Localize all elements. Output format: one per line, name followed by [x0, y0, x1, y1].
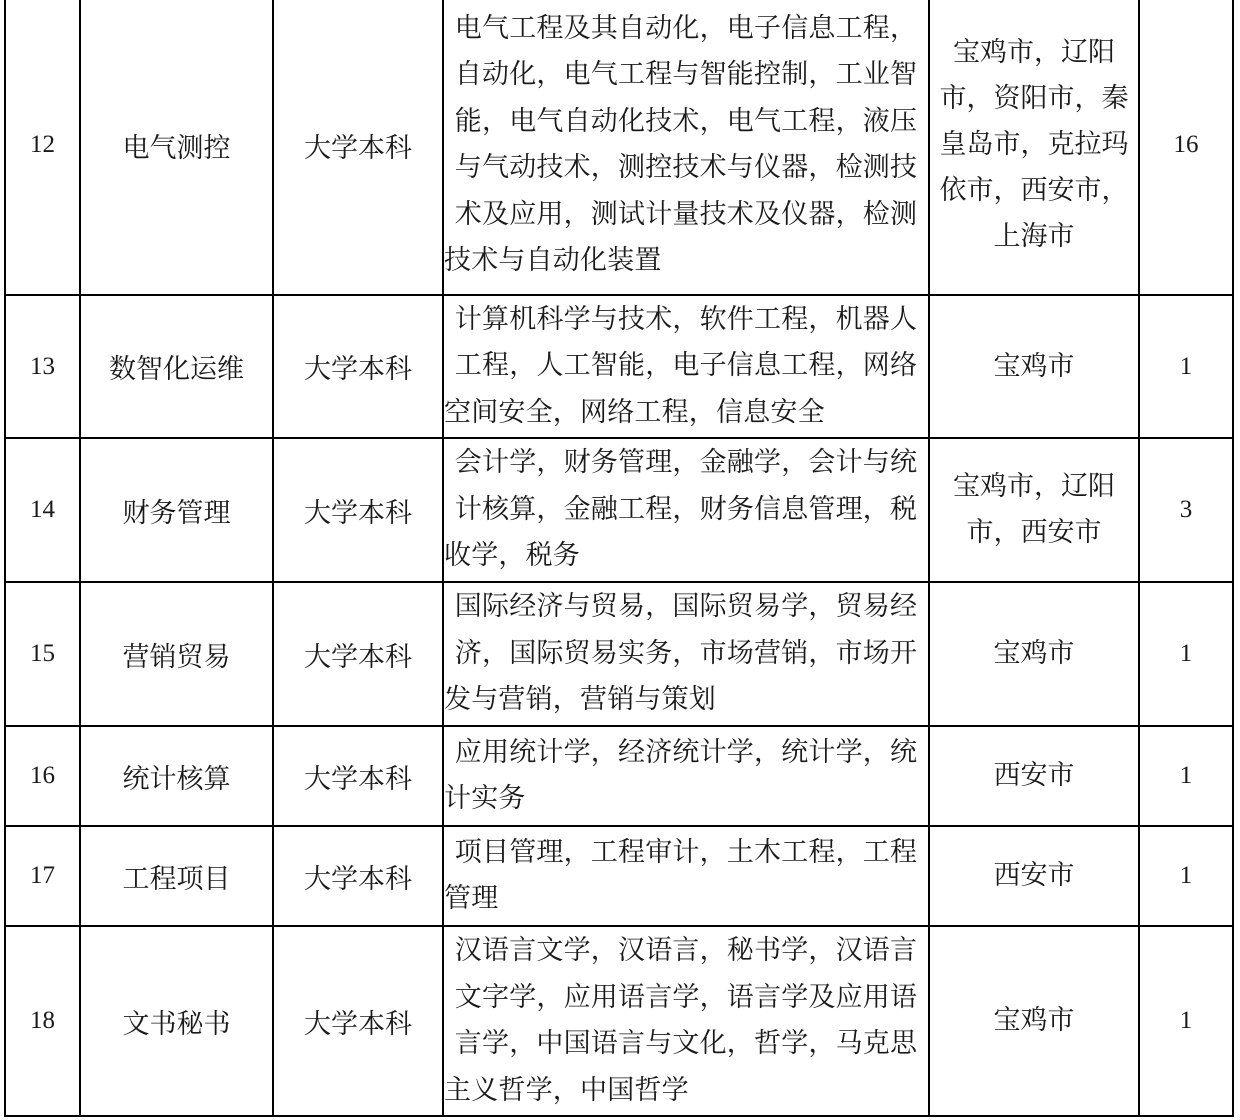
work-location: 西安市	[929, 826, 1139, 926]
work-location: 宝鸡市	[929, 926, 1139, 1116]
table-row	[5, 926, 1233, 1116]
headcount: 1	[1139, 582, 1233, 726]
position-name: 文书秘书	[80, 926, 273, 1116]
headcount: 1	[1139, 726, 1233, 826]
position-name: 工程项目	[80, 826, 273, 926]
education-level: 大学本科	[273, 582, 443, 726]
table-row	[5, 726, 1233, 826]
table-row	[5, 826, 1233, 926]
row-number: 13	[5, 295, 80, 438]
major-requirements: 项目管理，工程审计，土木工程，工程管理	[443, 826, 929, 926]
work-location: 宝鸡市	[929, 295, 1139, 438]
headcount: 3	[1139, 438, 1233, 582]
position-name: 营销贸易	[80, 582, 273, 726]
headcount: 1	[1139, 826, 1233, 926]
education-level: 大学本科	[273, 295, 443, 438]
education-level: 大学本科	[273, 726, 443, 826]
education-level: 大学本科	[273, 0, 443, 295]
row-number: 18	[5, 926, 80, 1116]
table-row	[5, 438, 1233, 582]
headcount: 1	[1139, 295, 1233, 438]
work-location: 宝鸡市，辽阳市，资阳市，秦皇岛市，克拉玛依市，西安市，上海市	[929, 0, 1139, 295]
row-number: 14	[5, 438, 80, 582]
major-requirements: 国际经济与贸易，国际贸易学，贸易经济，国际贸易实务，市场营销，市场开发与营销，营销与策划	[443, 582, 929, 726]
work-location: 宝鸡市，辽阳市，西安市	[929, 438, 1139, 582]
table-row	[5, 295, 1233, 438]
position-name: 电气测控	[80, 0, 273, 295]
position-name: 统计核算	[80, 726, 273, 826]
major-requirements: 会计学，财务管理，金融学，会计与统计核算，金融工程，财务信息管理，税收学，税务	[443, 438, 929, 582]
major-requirements: 电气工程及其自动化，电子信息工程，自动化，电气工程与智能控制，工业智能，电气自动化技术，电气工程，液压与气动技术，测控技术与仪器，检测技术及应用，测试计量技术及仪器，检测技术与自动化装置	[443, 0, 929, 295]
education-level: 大学本科	[273, 826, 443, 926]
major-requirements: 应用统计学，经济统计学，统计学，统计实务	[443, 726, 929, 826]
education-level: 大学本科	[273, 438, 443, 582]
recruitment-table	[4, 0, 1234, 1117]
table-row	[5, 582, 1233, 726]
position-name: 数智化运维	[80, 295, 273, 438]
row-number: 12	[5, 0, 80, 295]
education-level: 大学本科	[273, 926, 443, 1116]
major-requirements: 汉语言文学，汉语言，秘书学，汉语言文字学，应用语言学，语言学及应用语言学，中国语言与文化，哲学，马克思主义哲学，中国哲学	[443, 926, 929, 1116]
row-number: 17	[5, 826, 80, 926]
work-location: 宝鸡市	[929, 582, 1139, 726]
table-row	[5, 0, 1233, 295]
headcount: 16	[1139, 0, 1233, 295]
row-number: 16	[5, 726, 80, 826]
position-name: 财务管理	[80, 438, 273, 582]
major-requirements: 计算机科学与技术，软件工程，机器人工程，人工智能，电子信息工程，网络空间安全，网络工程，信息安全	[443, 295, 929, 438]
row-number: 15	[5, 582, 80, 726]
work-location: 西安市	[929, 726, 1139, 826]
headcount: 1	[1139, 926, 1233, 1116]
recruitment-table-wrapper	[4, 0, 1234, 1117]
